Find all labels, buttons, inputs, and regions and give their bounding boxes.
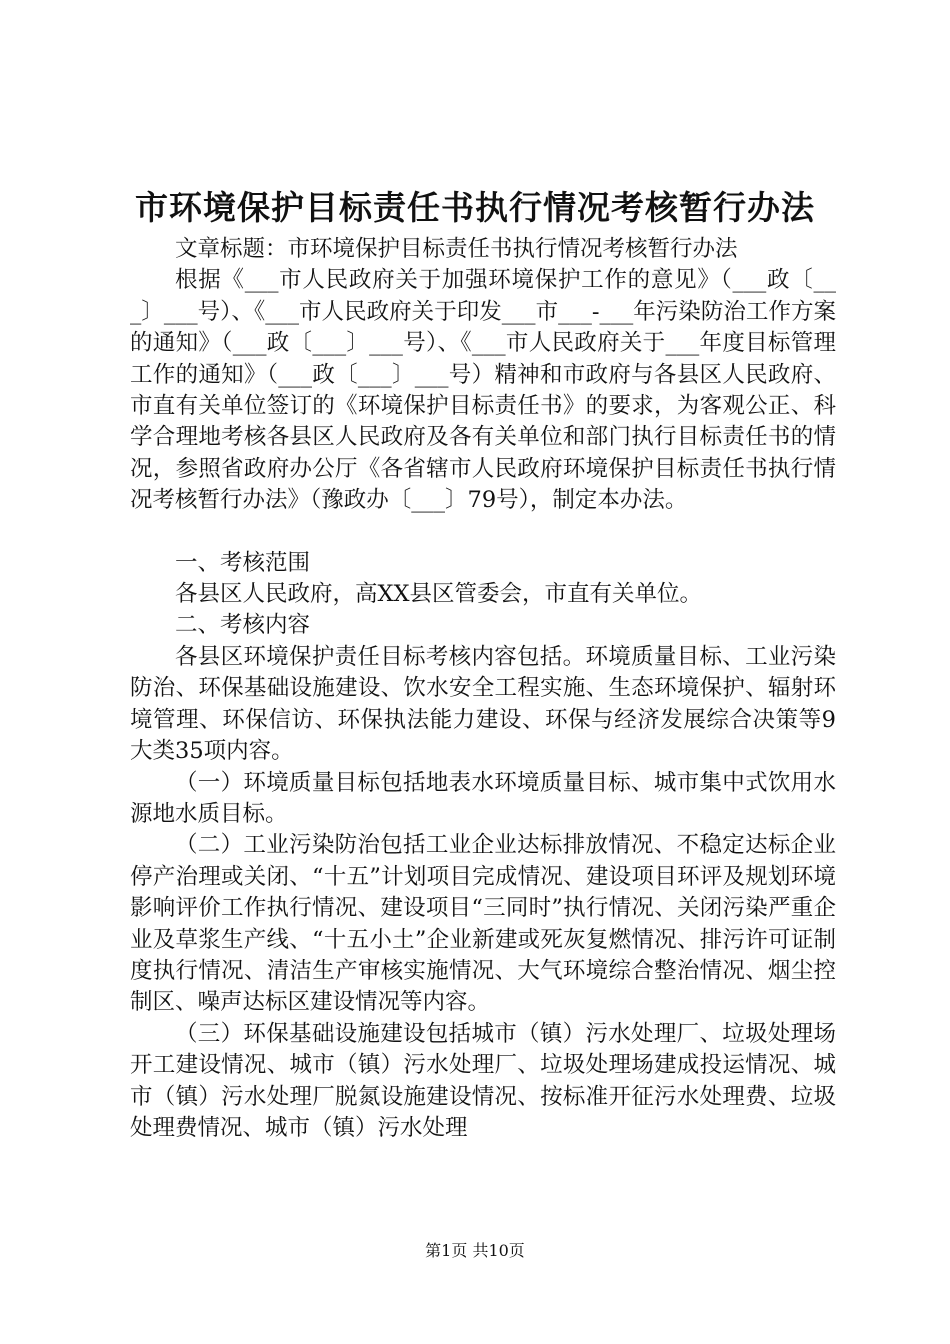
heading-scope: 一、考核范围 (175, 549, 311, 576)
page-number: 第1页 共10页 (425, 1241, 525, 1260)
article-title-line: 文章标题：市环境保护目标责任书执行情况考核暂行办法 (175, 236, 738, 262)
heading-content: 二、考核内容 (175, 612, 311, 639)
paragraph-item-1: （一）环境质量目标包括地表水环境质量目标、城市集中式饮用水源地水质目标。 (130, 769, 836, 827)
paragraph-scope: 各县区人民政府，高XX县区管委会，市直有关单位。 (175, 581, 703, 608)
document-title: 市环境保护目标责任书执行情况考核暂行办法 (135, 188, 815, 227)
paragraph-item-3: （三）环保基础设施建设包括城市（镇）污水处理厂、垃圾处理场开工建设情况、城市（镇）污水处理厂、垃圾处理场建成投运情况、城市（镇）污水处理厂脱氮设施建设情况、按标准开征污水处理费、垃圾处理费情况、城市（镇）污水处理 (130, 1020, 836, 1141)
paragraph-content: 各县区环境保护责任目标考核内容包括。环境质量目标、工业污染防治、环保基础设施建设、饮水安全工程实施、生态环境保护、辐射环境管理、环保信访、环保执法能力建设、环保与经济发展综合决策等9大类35项内容。 (130, 643, 836, 765)
paragraph-basis: 根据《___市人民政府关于加强环境保护工作的意见》（___政〔___〕___号）、《___市人民政府关于印发___市___-___年污染防治工作方案的通知》（___政〔___〕___号）、《___市人民政府关于___年度目标管理工作的通知》（___政〔___〕___号）精神和市政府与各县区人民政府、市直有关单位签订的《环境保护目标责任书》的要求，为客观公正、科学合理地考核各县区人民政府及各有关单位和部门执行目标责任书的情况，参照省政府办公厅《各省辖市人民政府环境保护目标责任书执行情况考核暂行办法》（豫政办〔___〕79号），制定本办法。 (130, 267, 836, 514)
paragraph-item-2: （二）工业污染防治包括工业企业达标排放情况、不稳定达标企业停产治理或关闭、“十五”计划项目完成情况、建设项目环评及规划环境影响评价工作执行情况、建设项目“三同时”执行情况、关闭污染严重企业及草浆生产线、“十五小土”企业新建或死灰复燃情况、排污许可证制度执行情况、清洁生产审核实施情况、大气环境综合整治情况、烟尘控制区、噪声达标区建设情况等内容。 (130, 832, 836, 1016)
document-body (130, 234, 836, 1144)
